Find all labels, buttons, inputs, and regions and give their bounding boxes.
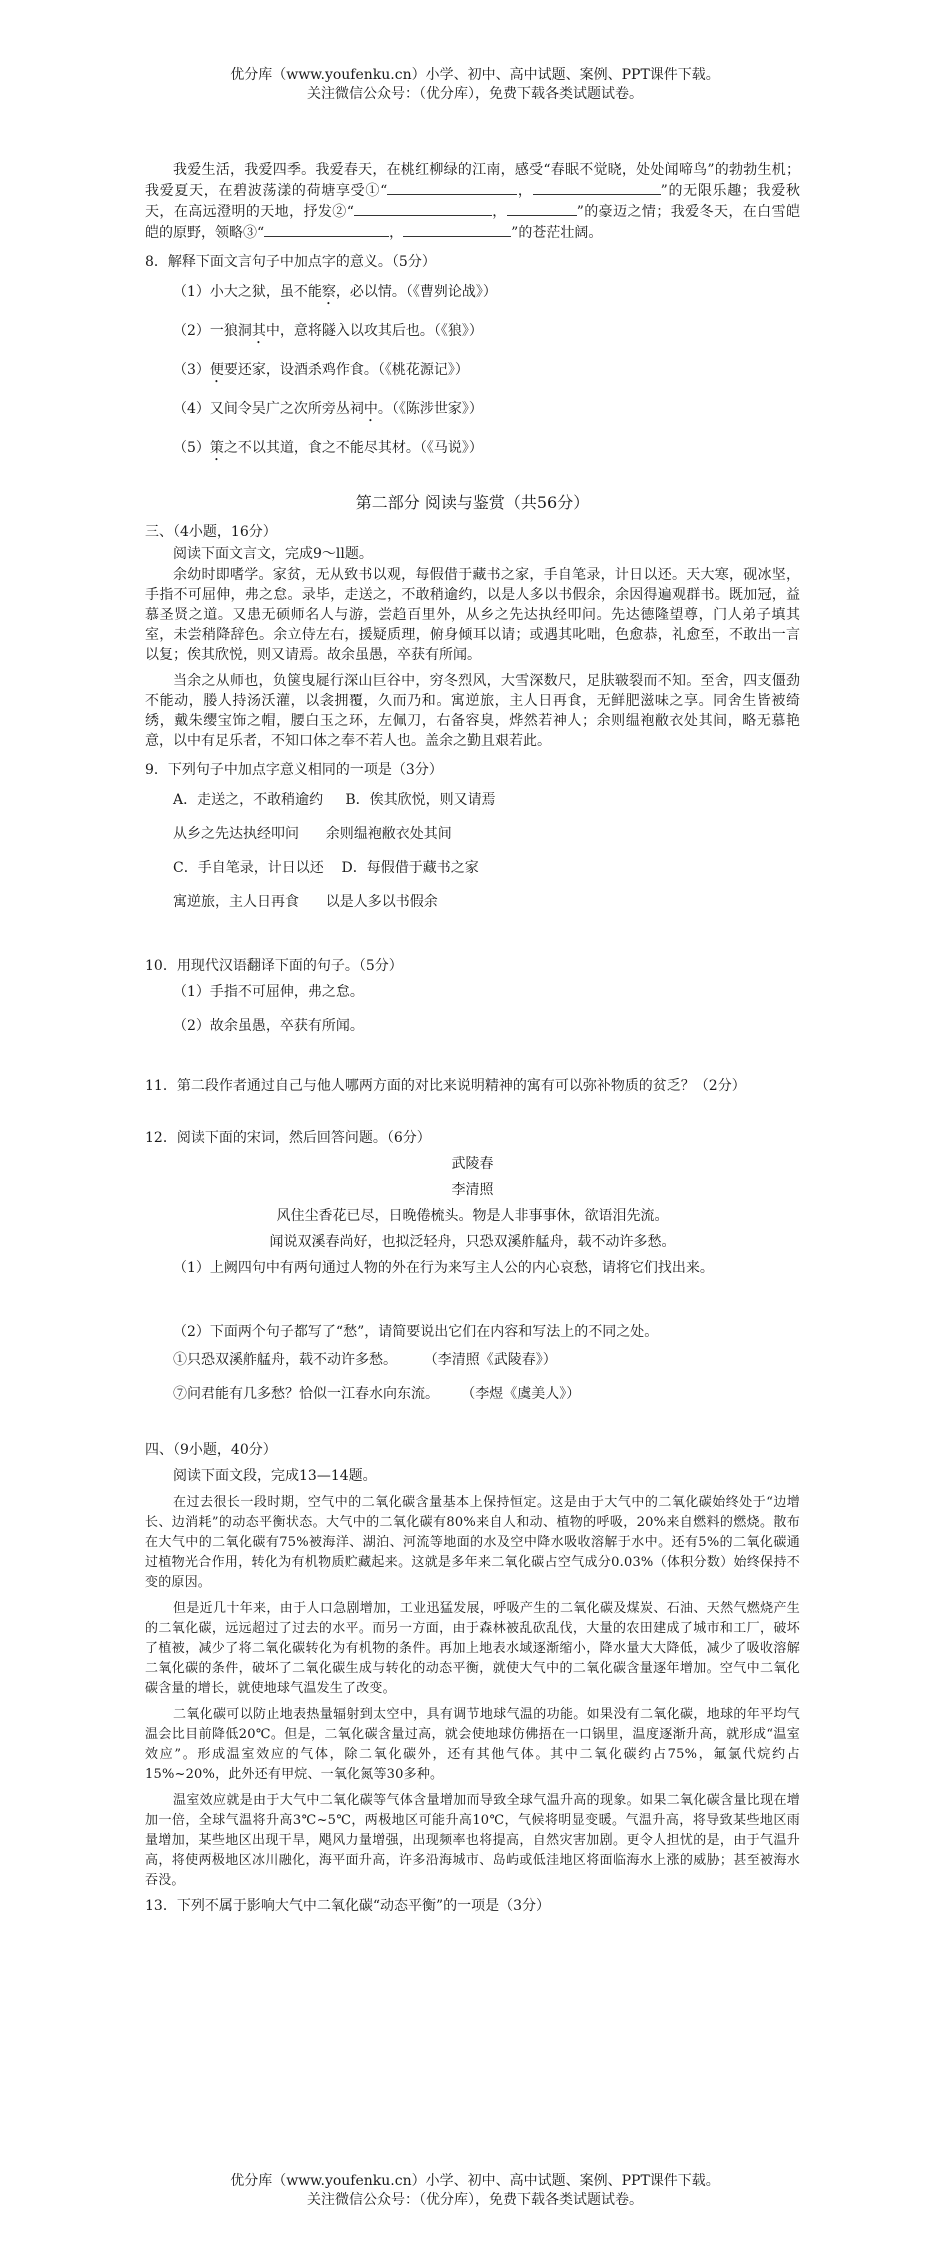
science-passage-paragraph-1: 在过去很长一段时期，空气中的二氧化碳含量基本上保持恒定。这是由于大气中的二氧化碳始终处于“边增长、边消耗”的动态平衡状态。大气中的二氧化碳有80%来自人和动、植物的呼吸，20%来自燃料的燃烧。散布在大气中的二氧化碳有75%被海洋、湖泊、河流等地面的水及空中降水吸收溶解于水中。还有5%的二氧化碳通过植物光合作用，转化为有机物质贮藏起来。这就是多年来二氧化碳占空气成分0.03%（体积分数）始终保持不变的原因。: [145, 1495, 800, 1590]
question-12-example-1: ①只恐双溪舴艋舟，载不动许多愁。 （李清照《武陵春》）: [173, 1352, 557, 1368]
classical-passage-paragraph-2: 当余之从师也，负箧曳屣行深山巨谷中，穷冬烈风，大雪深数尺，足肤皲裂而不知。至舍，四支僵劲不能动，媵人持汤沃灌，以衾拥覆，久而乃和。寓逆旅，主人日再食，无鲜肥滋味之享。同舍生皆被绮绣，戴朱缨宝饰之帽，腰白玉之环，左佩刀，右备容臭，烨然若神人；余则缊袍敝衣处其间，略无慕艳意，以中有足乐者，不知口体之奉不若人也。盖余之勤且艰若此。: [145, 673, 800, 749]
blank-1a: [387, 180, 517, 195]
header-line-2: 关注微信公众号：（优分库），免费下载各类试题试卷。: [307, 86, 643, 102]
footer-line-1: 优分库（www.youfenku.cn）小学、初中、高中试题、案例、PPT课件下载。: [230, 2173, 720, 2189]
page-footer: [0, 2172, 950, 2210]
question-8-item-5: （5）策之不以其道，食之不能尽其材。（《马说》）: [173, 440, 483, 456]
footer-line-2: 关注微信公众号：（优分库），免费下载各类试题试卷。: [307, 2192, 643, 2208]
question-8-title: 8．解释下面文言句子中加点字的意义。（5分）: [145, 254, 436, 270]
section-3-title: 三、（4小题，16分）: [145, 524, 277, 540]
question-8-item-3: （3）便要还家，设酒杀鸡作食。（《桃花源记》）: [173, 362, 469, 378]
poem-title: 武陵春: [451, 1156, 494, 1172]
document-body: [145, 160, 800, 1917]
question-9-options-ab-pair: 从乡之先达执经叩问 余则缊袍敝衣处其间: [173, 826, 452, 842]
intro-paragraph: 我爱生活，我爱四季。我爱春天，在桃红柳绿的江南，感受“春眠不觉晓，处处闻啼鸟”的勃勃生机；我爱夏天，在碧波荡漾的荷塘享受①“ ， ”的无限乐趣；我爱秋天，在高远澄明的天地，抒发②“ ， ”的豪迈之情；我爱冬天，在白雪皑皑的原野，领略③“ ， ”的苍茫壮阔。: [145, 162, 801, 241]
poem-line-1: 风住尘香花已尽，日晚倦梳头。物是人非事事休，欲语泪先流。: [276, 1208, 669, 1224]
question-9-options-cd: C．手自笔录，计日以还 D．每假借于藏书之家: [173, 860, 479, 876]
header-line-1: 优分库（www.youfenku.cn）小学、初中、高中试题、案例、PPT课件下载。: [230, 67, 720, 83]
section-4-title: 四、（9小题，40分）: [145, 1442, 277, 1458]
blank-3b: [403, 222, 511, 237]
question-9-options-cd-pair: 寓逆旅，主人日再食 以是人多以书假余: [173, 894, 438, 910]
question-8-item-2: （2）一狼洞其中，意将隧入以攻其后也。（《狼》）: [173, 323, 483, 339]
blank-2b: [507, 201, 577, 216]
science-passage-paragraph-3: 二氧化碳可以防止地表热量辐射到太空中，具有调节地球气温的功能。如果没有二氧化碳，地球的年平均气温会比目前降低20℃。但是，二氧化碳含量过高，就会使地球仿佛捂在一口锅里，温度逐渐升高，就形成“温室效应”。形成温室效应的气体，除二氧化碳外，还有其他气体。其中二氧化碳约占75%，氟氯代烷约占15%~20%，此外还有甲烷、一氧化氮等30多种。: [145, 1707, 800, 1782]
science-passage-paragraph-4: 温室效应就是由于大气中二氧化碳等气体含量增加而导致全球气温升高的现象。如果二氧化碳含量比现在增加一倍，全球气温将升高3℃~5℃，两极地区可能升高10℃，气候将明显变暖。气温升高，将导致某些地区雨量增加，某些地区出现干旱，飓风力量增强，出现频率也将提高，自然灾害加剧。更令人担忧的是，由于气温升高，将使两极地区冰川融化，海平面升高，许多沿海城市、岛屿或低洼地区将面临海水上涨的威胁；甚至被海水吞没。: [145, 1793, 800, 1888]
science-passage-paragraph-2: 但是近几十年来，由于人口急剧增加，工业迅猛发展，呼吸产生的二氧化碳及煤炭、石油、天然气燃烧产生的二氧化碳，远远超过了过去的水平。而另一方面，由于森林被乱砍乱伐，大量的农田建成了城市和工厂，破坏了植被，减少了将二氧化碳转化为有机物的条件。再加上地表水域逐渐缩小，降水量大大降低，减少了吸收溶解二氧化碳的条件，破坏了二氧化碳生成与转化的动态平衡，就使大气中的二氧化碳含量逐年增加。空气中二氧化碳含量的增长，就使地球气温发生了改变。: [145, 1601, 800, 1696]
question-10-title: 10．用现代汉语翻译下面的句子。（5分）: [145, 958, 403, 974]
question-9-options-ab: A．走送之，不敢稍逾约 B．俟其欣悦，则又请焉: [173, 792, 496, 808]
blank-1b: [533, 180, 661, 195]
section-4-instruction: 阅读下面文段，完成13—14题。: [173, 1468, 377, 1484]
question-10-sentence-1: （1）手指不可屈伸，弗之怠。: [173, 984, 364, 1000]
blank-2a: [354, 201, 492, 216]
question-12-title: 12．阅读下面的宋词，然后回答问题。（6分）: [145, 1130, 431, 1146]
question-13-title: 13．下列不属于影响大气中二氧化碳“动态平衡”的一项是（3分）: [145, 1898, 551, 1914]
question-10-sentence-2: （2）故余虽愚，卒获有所闻。: [173, 1018, 364, 1034]
question-8-item-1: （1）小大之狱，虽不能察，必以情。（《曹刿论战》）: [173, 284, 497, 300]
question-12-sub-2: （2）下面两个句子都写了“愁”，请简要说出它们在内容和写法上的不同之处。: [173, 1324, 659, 1340]
page-header: [0, 66, 950, 104]
blank-3a: [264, 222, 389, 237]
question-12-sub-1: （1）上阙四句中有两句通过人物的外在行为来写主人公的内心哀愁，请将它们找出来。: [173, 1260, 714, 1276]
poem-line-2: 闻说双溪春尚好，也拟泛轻舟，只恐双溪舴艋舟，载不动许多愁。: [269, 1234, 676, 1250]
question-12-example-2: ⑦问君能有几多愁？恰似一江春水向东流。 （李煜《虞美人》）: [173, 1386, 581, 1402]
question-9-title: 9．下列句子中加点字意义相同的一项是（3分）: [145, 762, 443, 778]
section-3-instruction: 阅读下面文言文，完成9～ll题。: [173, 546, 373, 562]
question-11-title: 11．第二段作者通过自己与他人哪两方面的对比来说明精神的寓有可以弥补物质的贫乏？（2分）: [145, 1078, 746, 1094]
part-2-title: 第二部分 阅读与鉴赏（共56分）: [355, 493, 590, 512]
classical-passage-paragraph-1: 余幼时即嗜学。家贫，无从致书以观，每假借于藏书之家，手自笔录，计日以还。天大寒，砚冰坚，手指不可屈伸，弗之怠。录毕，走送之，不敢稍逾约，以是人多以书假余，余因得遍观群书。既加冠，益慕圣贤之道。又患无硕师名人与游，尝趋百里外，从乡之先达执经叩问。先达德隆望尊，门人弟子填其室，未尝稍降辞色。余立侍左右，援疑质理，俯身倾耳以请；或遇其叱咄，色愈恭，礼愈至，不敢出一言以复；俟其欣悦，则又请焉。故余虽愚，卒获有所闻。: [145, 567, 800, 663]
poem-author: 李清照: [451, 1182, 494, 1198]
question-8-item-4: （4）又间令吴广之次所旁丛祠中。（《陈涉世家》）: [173, 401, 483, 417]
